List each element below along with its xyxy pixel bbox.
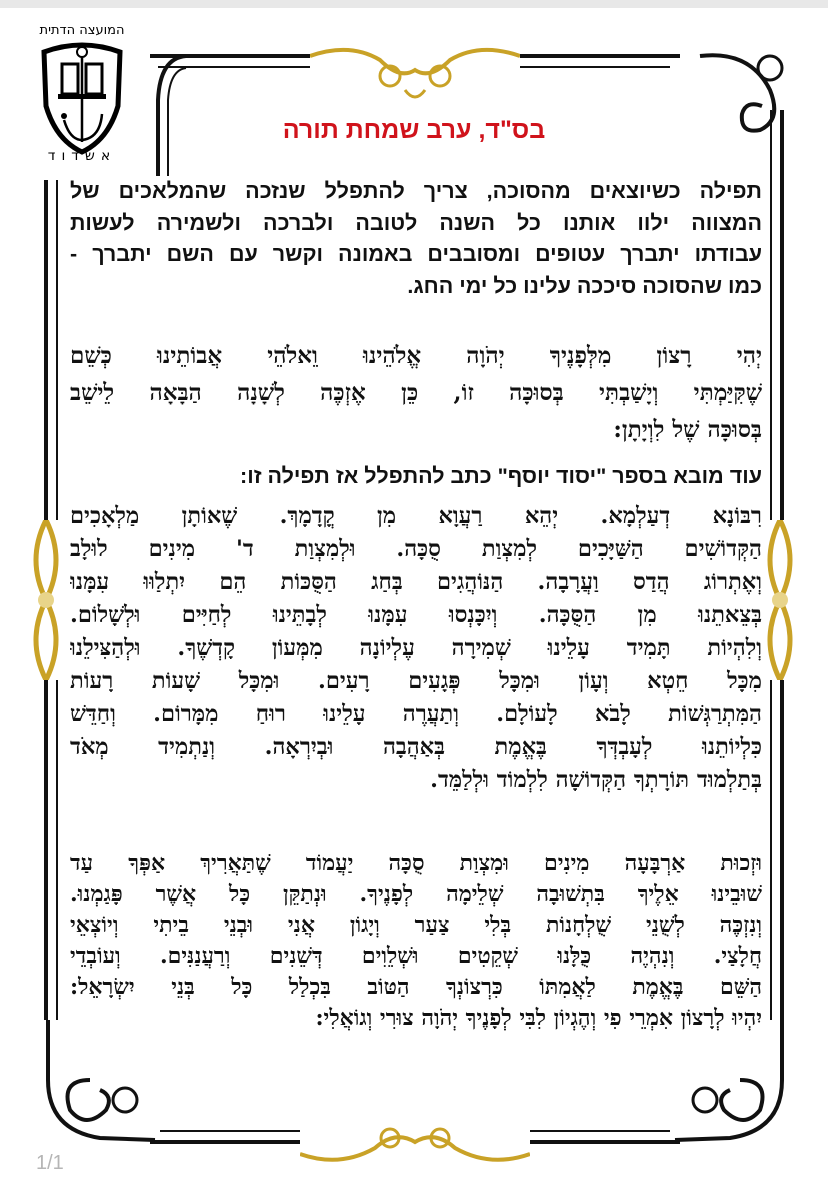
text-line: וּזְכוּת אַרְבָּעָה מִינִים וּמִצְוַת סֻכָּה יַעֲמוֹד שֶׁתַּאֲרִיךְ אַפְּךָ עַד: [70, 850, 762, 876]
corner-bracket-top-left: [150, 40, 190, 180]
prayer-sukkah-paragraph: [70, 337, 762, 448]
text-line: שׁוּבֵינוּ אֵלֶיךָ בִּתְשׁוּבָה שְׁלֵימָה לְפָנֶיךָ. וּנְתַקֵּן כָּל אֲשֶׁר פָּגַמְנוּ.: [70, 881, 762, 907]
text-line: הַשֵּׁם בֶּאֱמֶת לַאֲמִתּוֹ כִּרְצוֹנְךָ הַטּוֹב בִּכְלַל כָּל בְּנֵי יִשְׂרָאֵל:: [70, 974, 762, 1000]
gold-ornament-left: [26, 520, 66, 680]
text-line: כמו שהסוכה סיככה עלינו כל ימי החג.: [407, 273, 762, 298]
text-line: הַקְּדוֹשִׁים הַשַּׁיָּכִים לְמִצְוַת סֻכָּה. וּלְמִצְוַת ד' מִינִים לוּלָב: [70, 536, 762, 562]
page-indicator: 1/1: [36, 1152, 64, 1174]
text-line: רִבּוֹנָא דְעַלְמָא. יְהֵא רַעֲוָא מִן קֳדָמָךְ. שֶׁאוֹתָן מַלְאָכִים: [70, 503, 762, 529]
text-line: וְאֶתְרוֹג הֲדַס וַעֲרָבָה. הַנּוֹהֲגִים בְּחַג הַסֻּכּוֹת הֵם יִתְלַוּוּ עִמָּנוּ: [70, 569, 762, 595]
logo-city: אשדוד: [47, 148, 117, 164]
logo-org-name: המועצה הדתית: [39, 23, 125, 38]
text-line: וְלִהְיוֹת תָּמִיד עָלֵינוּ שְׁמִירָה עֶלְיוֹנָה מִמְּעוֹן קָדְשֶׁךָ. וּלְהַצִּילֵנוּ: [70, 635, 762, 661]
intro-paragraph: [70, 176, 762, 302]
text-line: יְהִי רָצוֹן מִלְּפָנֶיךָ יְהֹוָה אֱלֹהֵינוּ וֵאלֹהֵי אֲבוֹתֵינוּ כְּשֵׁם: [70, 342, 762, 369]
viewer-top-bar: [0, 0, 828, 8]
corner-ornament-bottom-right: [670, 1020, 800, 1150]
text-line: המצווה ילוו אותנו כל השנה לטובה ולברכה ולשמירה לעשות: [70, 210, 762, 235]
gold-ornament-bottom: [300, 1120, 530, 1170]
prayer-ribono-paragraph: [70, 500, 762, 797]
text-line: בְּתַלְמוּד תּוֹרָתְךָ הַקְּדוֹשָׁה לִלְמוֹד וּלְלַמֵּד.: [430, 767, 762, 793]
corner-ornament-bottom-left: [30, 1020, 160, 1150]
document-title: בס"ד, ערב שמחת תורה: [282, 116, 546, 144]
gold-ornament-right: [760, 520, 800, 680]
text-line: עבודתו יתברך עטופים ומסובבים באמונה וקשר עם השם יתברך -: [70, 242, 762, 266]
text-line: כִּלְיוֹתֵנוּ לְעָבְדְּךָ בֶּאֱמֶת בְּאַהֲבָה וּבְיִרְאָה. וְנַתְמִיד מְאֹד: [70, 734, 762, 760]
text-line: מִכָּל חֵטְא וְעָוֹן וּמִכָּל פְּגָעִים רָעִים. וּמִכָּל שָׁעוֹת רָעוֹת: [70, 668, 762, 694]
text-line: עוד מובא בספר "יסוד יוסף" כתב להתפלל אז תפילה זו:: [240, 464, 762, 488]
gold-ornament-top: [310, 40, 520, 110]
text-line: יִהְיוּ לְרָצוֹן אִמְרֵי פִי וְהֶגְיוֹן לִבִּי לְפָנֶיךָ יְהֹוָה צוּרִי וְגוֹאֲלִי:: [315, 1005, 762, 1031]
prayer-zechut-paragraph: [70, 848, 762, 1034]
text-line: חֲלָצַי. וְנִהְיֶה כֻּלָּנוּ שְׁקֵטִים וּשְׁלֵוִים דְּשֵׁנִים וְרַעֲנַנִּים. וְעוֹבְדֵי: [70, 943, 762, 969]
text-line: בְּסוּכָּה שֶׁל לִוְיָתָן:: [613, 416, 762, 443]
text-line: תפילה כשיוצאים מהסוכה, צריך להתפלל שנזכה שהמלאכים של: [70, 179, 762, 203]
text-line: הַמִּתְרַגְּשׁוֹת לָבֹא לָעוֹלָם. וְתַעֲרֶה עָלֵינוּ רוּחַ מִמָּרוֹם. וְחַדֵּשׁ: [70, 701, 762, 727]
text-line: שֶׁקִּיַּמְתִּי וְיָשַׁבְתִּי בְּסוּכָּה זוֹ, כֵּן אֶזְכֶּה לְשָׁנָה הַבָּאָה לֵישֵׁב: [70, 379, 762, 406]
source-line: [70, 464, 762, 489]
text-line: וְנִזְכֶּה לְשֻׁנֵי שֻׁלְחָנוֹת בְּלִי צַעַר וְיָגוֹן אֲנִי וּבְנֵי בֵיתִי וְיוֹצְאֵי: [70, 912, 762, 938]
text-line: בְּצֵאתֵנוּ מִן הַסֻּכָּה. וְיִכָּנְסוּ עִמָּנוּ לְבָתֵּינוּ לְחַיִּים וּלְשָׁלוֹם.: [70, 602, 762, 628]
